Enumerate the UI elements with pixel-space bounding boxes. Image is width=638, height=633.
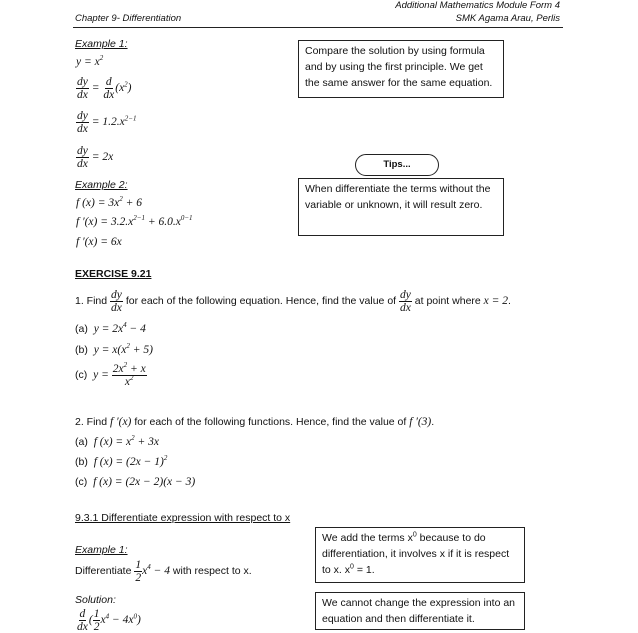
exercise-q1: 1. Find $\frac{dy}{dx}$ for each of the following equation. Hence, find the value of $\frac{dy}{dx}$ at point where x = 2. — [75, 289, 511, 315]
exercise-q1-b: (b) $y = x(x^2 + 5)$ — [75, 342, 153, 356]
exercise-title: EXERCISE 9.21 — [75, 268, 152, 280]
example2-line3: f ′(x) = 6x — [76, 236, 122, 248]
compare-box: Compare the solution by using formula and by using the first principle. We get the same answer for the same equation. — [298, 40, 504, 98]
example1-line1: $y = x^2$ — [76, 54, 104, 68]
section-title: 9.3.1 Differentiate expression with respect to x — [75, 512, 291, 524]
exercise-q2-c: (c) f (x) = (2x − 2)(x − 3) — [75, 476, 196, 488]
solution-label: Solution: — [75, 594, 116, 606]
exercise-q1-c: (c) y = $\frac{2x^2 + x}{x^2}$ — [75, 361, 146, 389]
exercise-q2-a: (a) f $(x) = x^2 + 3x$ — [75, 434, 160, 448]
tips-label: Tips... — [355, 154, 439, 176]
example1-line4: $\frac{dy}{dx}$ = 2x — [77, 145, 114, 171]
header-school: SMK Agama Arau, Perlis — [455, 13, 560, 24]
example1-line3: $\frac{dy}{dx}$ = $1.2.x^{2-1}$ — [77, 110, 137, 136]
header-chapter: Chapter 9- Differentiation — [75, 13, 182, 24]
expression-box: We cannot change the expression into an equation and then differentiate it. — [315, 592, 525, 630]
example2-label: Example 2: — [75, 179, 128, 191]
example2-line1: f $(x) = 3x^2 + 6$ — [76, 195, 142, 209]
section-example-label: Example 1: — [75, 544, 128, 556]
header-module: Additional Mathematics Module Form 4 — [395, 0, 560, 11]
header-rule — [73, 27, 563, 28]
exercise-q2: 2. Find f ′(x) for each of the following functions. Hence, find the value of f ′(3). — [75, 416, 435, 428]
exercise-q1-a: (a) $y = 2x^4 - 4$ — [75, 321, 146, 335]
example1-line2: $\frac{dy}{dx}$ = $\frac{d}{dx}$ $(x^2)$ — [77, 76, 132, 102]
solution-line1: $\frac{d}{dx}$ ( $\frac{1}{2}$ $x^4 - 4x^0$) — [77, 608, 141, 633]
example1-label: Example 1: — [75, 38, 128, 50]
exercise-q2-b: (b) f $(x) = (2x - 1)^2$ — [75, 454, 168, 468]
tips-box: When differentiate the terms without the variable or unknown, it will result zero. — [298, 178, 504, 236]
terms-box: We add the terms $x^0$ because to do differentiation, it involves x if it is respect to x. $x^0 = 1$. — [315, 527, 525, 583]
section-differentiate: Differentiate $\frac{1}{2}$ $x^4 - 4$ with respect to x. — [75, 559, 252, 585]
example2-line2: f $'(x) = 3.2.x^{2-1} + 6.0.x^{0-1}$ — [76, 214, 193, 228]
